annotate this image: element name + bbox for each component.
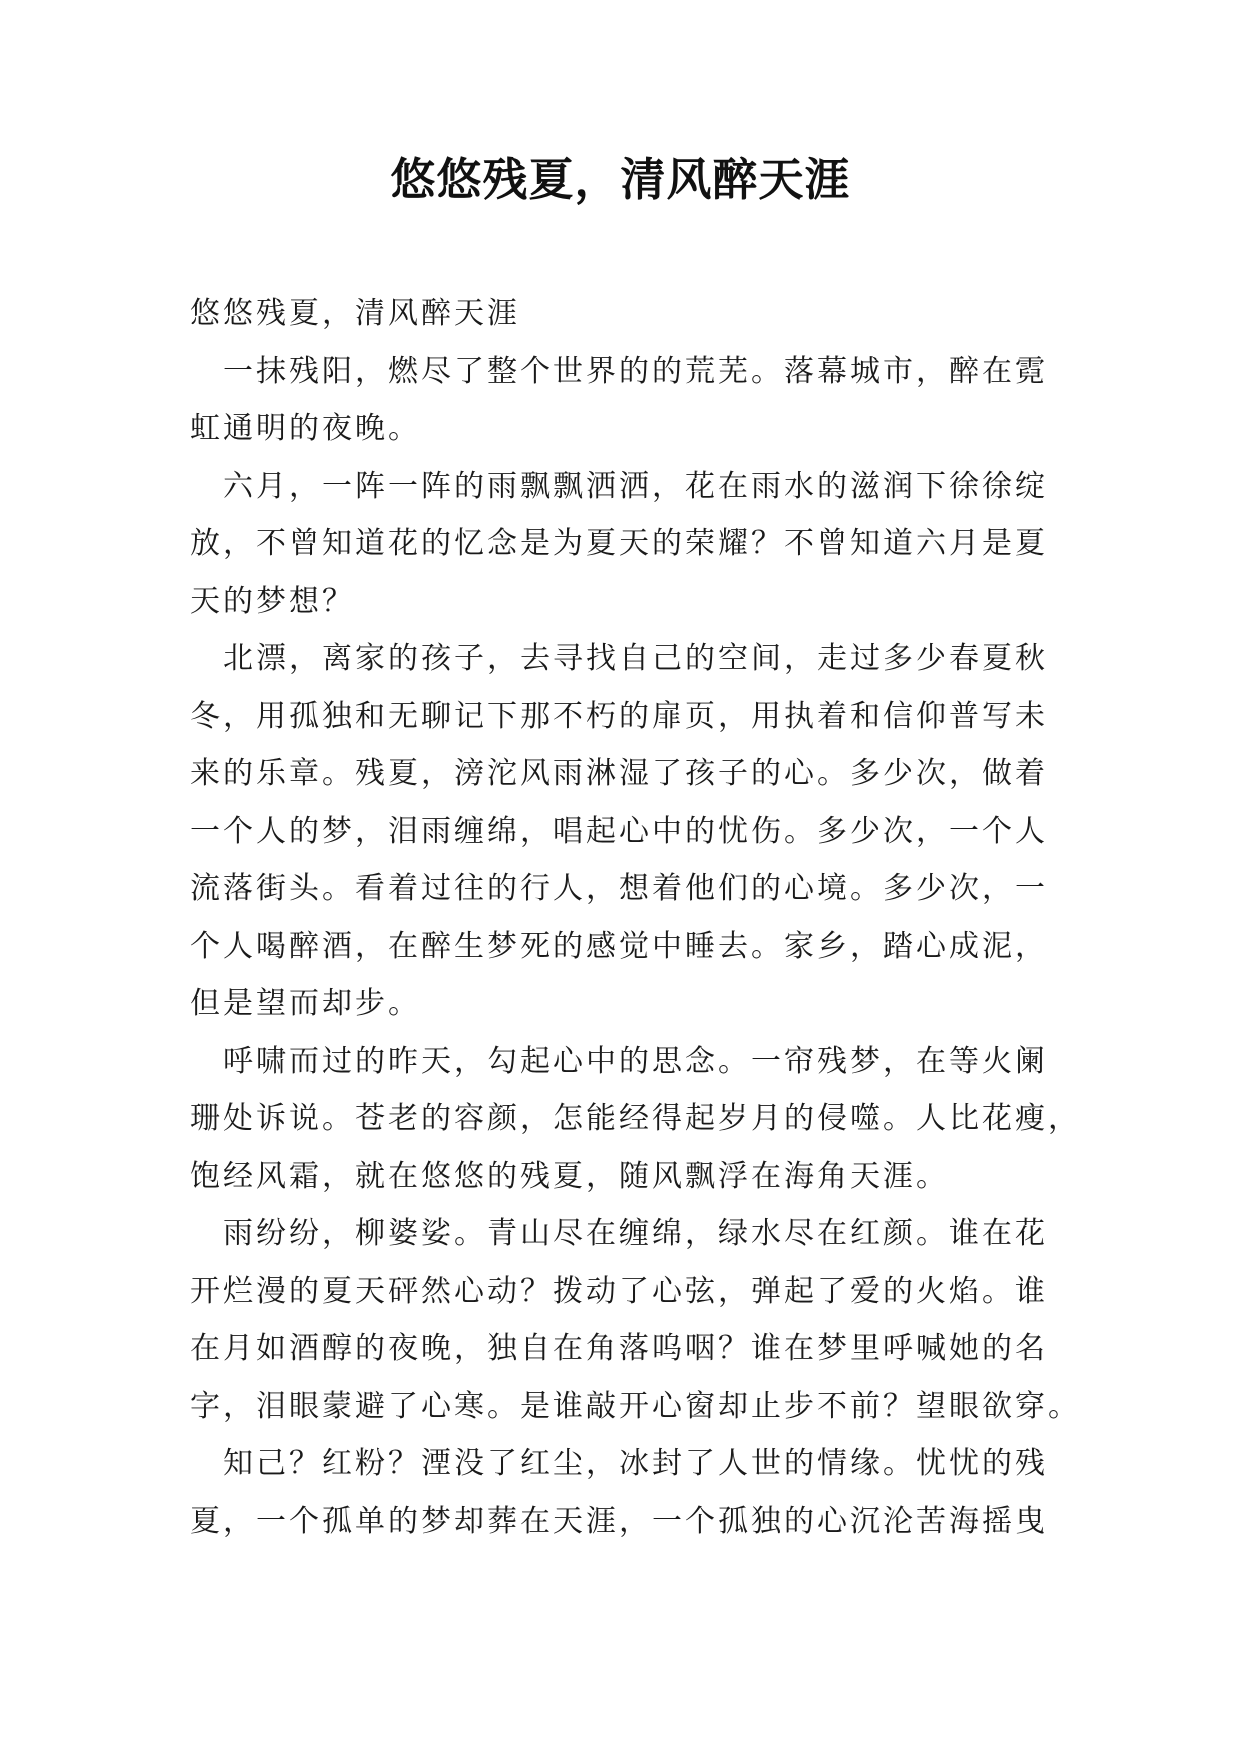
body-line: 冬，用孤独和无聊记下那不朽的扉页，用执着和信仰普写未 <box>190 698 1048 734</box>
body-line: 虹通明的夜晚。 <box>190 411 421 446</box>
body-line: 雨纷纷，柳婆娑。青山尽在缠绵，绿水尽在红颜。谁在花 <box>223 1216 1048 1251</box>
body-line: 饱经风霜，就在悠悠的残夏，随风飘浮在海角天涯。 <box>190 1158 949 1194</box>
body-line: 六月，一阵一阵的雨飘飘洒洒，花在雨水的滋润下徐徐绽 <box>223 468 1048 504</box>
document-body <box>190 285 1081 1550</box>
body-line: 流落街头。看着过往的行人，想着他们的心境。多少次，一 <box>190 871 1048 906</box>
body-line: 开烂漫的夏天砰然心动？拨动了心弦，弹起了爱的火焰。谁 <box>190 1273 1048 1309</box>
body-line: 呼啸而过的昨天，勾起心中的思念。一帘残梦，在等火阑 <box>223 1043 1048 1079</box>
body-line: 一抹残阳，燃尽了整个世界的的荒芜。落幕城市，醉在霓 <box>223 353 1048 389</box>
body-line: 一个人的梦，泪雨缠绵，唱起心中的忧伤。多少次，一个人 <box>190 813 1048 849</box>
body-line: 字，泪眼蒙避了心寒。是谁敲开心窗却止步不前？望眼欲穿。 <box>190 1388 1081 1424</box>
body-line: 但是望而却步。 <box>190 986 421 1021</box>
body-line: 悠悠残夏，清风醉天涯 <box>190 296 520 331</box>
document-title: 悠悠残夏，清风醉天涯 <box>390 153 851 206</box>
body-line: 珊处诉说。苍老的容颜，怎能经得起岁月的侵噬。人比花瘦， <box>190 1101 1081 1136</box>
body-line: 个人喝醉酒，在醉生梦死的感觉中睡去。家乡，踏心成泥， <box>190 928 1048 964</box>
body-line: 北漂，离家的孩子，去寻找自己的空间，走过多少春夏秋 <box>223 641 1048 676</box>
body-line: 夏，一个孤单的梦却葬在天涯，一个孤独的心沉沦苦海摇曳 <box>190 1503 1048 1539</box>
body-line: 放，不曾知道花的忆念是为夏天的荣耀？不曾知道六月是夏 <box>190 526 1048 561</box>
body-line: 知己？红粉？湮没了红尘，冰封了人世的情缘。忧忧的残 <box>223 1446 1048 1481</box>
body-line: 天的梦想？ <box>190 583 355 619</box>
body-line: 在月如酒醇的夜晚，独自在角落呜咽？谁在梦里呼喊她的名 <box>190 1331 1048 1366</box>
body-line: 来的乐章。残夏，滂沱风雨淋湿了孩子的心。多少次，做着 <box>190 756 1048 791</box>
